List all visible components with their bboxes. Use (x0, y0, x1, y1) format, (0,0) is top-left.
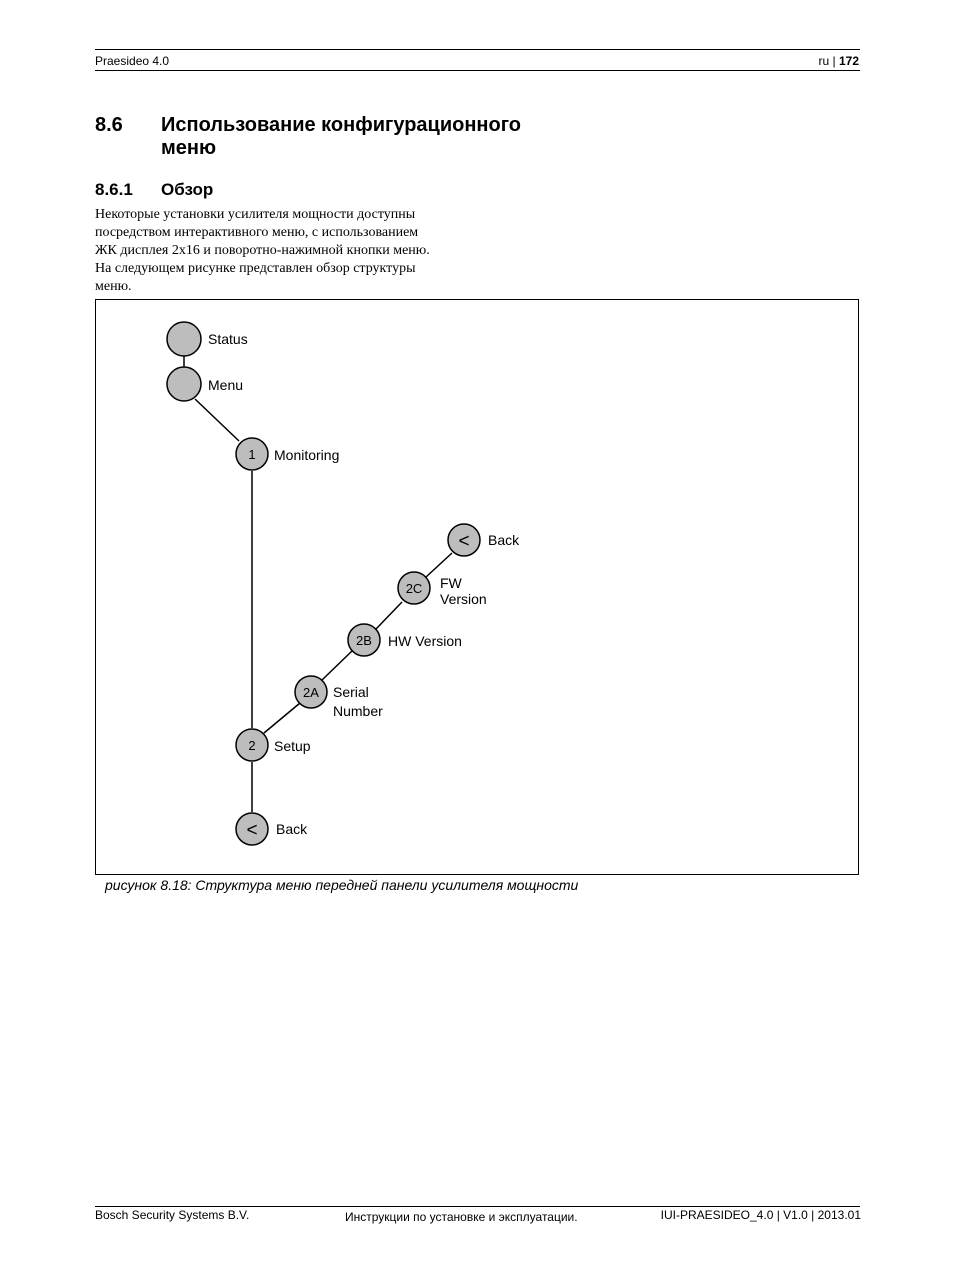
header-product: Praesideo 4.0 (95, 54, 170, 68)
node-fw-version-label: FW (440, 575, 462, 591)
node-hw-version (348, 624, 462, 656)
overview-paragraph (95, 206, 470, 296)
node-menu-circle (167, 367, 201, 401)
connector-setup-serial (264, 703, 300, 733)
footer-rule (95, 1206, 860, 1207)
paragraph-line: посредством интерактивного меню, с использованием (95, 225, 419, 240)
menu-structure-figure (95, 299, 859, 875)
node-monitoring-label: Monitoring (274, 447, 340, 463)
node-menu-label: Menu (208, 377, 244, 393)
connector-fw-back (426, 553, 452, 577)
footer-company: Bosch Security Systems B.V. (95, 1208, 250, 1222)
header-language: ru (818, 54, 830, 68)
node-status-circle (167, 322, 201, 356)
section-title: Использование конфигурационного меню (161, 114, 521, 159)
node-monitoring (236, 438, 339, 470)
node-setup-label: Setup (274, 738, 311, 754)
connector-menu-monitoring (195, 399, 239, 441)
figure-caption: рисунок 8.18: Структура меню передней панели усилителя мощности (105, 877, 579, 893)
header-top-rule (95, 49, 860, 50)
node-status (167, 322, 248, 356)
subsection-number: 8.6.1 (95, 180, 133, 199)
node-serial-number (295, 676, 383, 719)
paragraph-line: ЖК дисплея 2x16 и поворотно-нажимной кнопки меню. (95, 243, 430, 258)
node-back-setup-label: Back (488, 532, 520, 548)
back-arrow-icon: < (458, 531, 470, 552)
node-setup (236, 729, 311, 761)
node-fw-version-glyph: 2C (405, 581, 423, 596)
paragraph-line: На следующем рисунке представлен обзор структуры (95, 261, 416, 276)
header-bottom-rule (95, 70, 860, 71)
node-back-main-label: Back (276, 821, 308, 837)
node-back-setup (448, 524, 520, 556)
node-hw-version-label: HW Version (388, 633, 462, 649)
paragraph-line: Некоторые установки усилителя мощности доступны (95, 207, 416, 222)
back-arrow-icon: < (246, 820, 258, 841)
menu-structure-diagram (96, 300, 858, 874)
header-page-info (818, 54, 859, 68)
section-number: 8.6 (95, 114, 123, 136)
node-status-label: Status (208, 331, 248, 347)
node-serial-number-glyph: 2A (303, 685, 319, 700)
paragraph-line: меню. (95, 279, 132, 294)
node-setup-glyph: 2 (248, 738, 256, 753)
node-serial-number-label: Number (333, 703, 383, 719)
node-serial-number-label: Serial (333, 684, 369, 700)
node-monitoring-glyph: 1 (248, 447, 256, 462)
node-back-main (236, 813, 308, 845)
subsection-title: Обзор (161, 180, 214, 199)
node-hw-version-glyph: 2B (356, 633, 372, 648)
connector-hw-fw (376, 602, 402, 629)
node-menu (167, 367, 243, 401)
node-fw-version-label: Version (440, 591, 487, 607)
footer-doc-id: IUI-PRAESIDEO_4.0 | V1.0 | 2013.01 (660, 1208, 861, 1222)
header-page-number: 172 (838, 54, 859, 68)
connector-serial-hw (322, 651, 352, 680)
footer-doc-title: Инструкции по установке и эксплуатации. (345, 1210, 578, 1224)
header-separator: | (832, 54, 836, 68)
node-fw-version (398, 572, 487, 607)
